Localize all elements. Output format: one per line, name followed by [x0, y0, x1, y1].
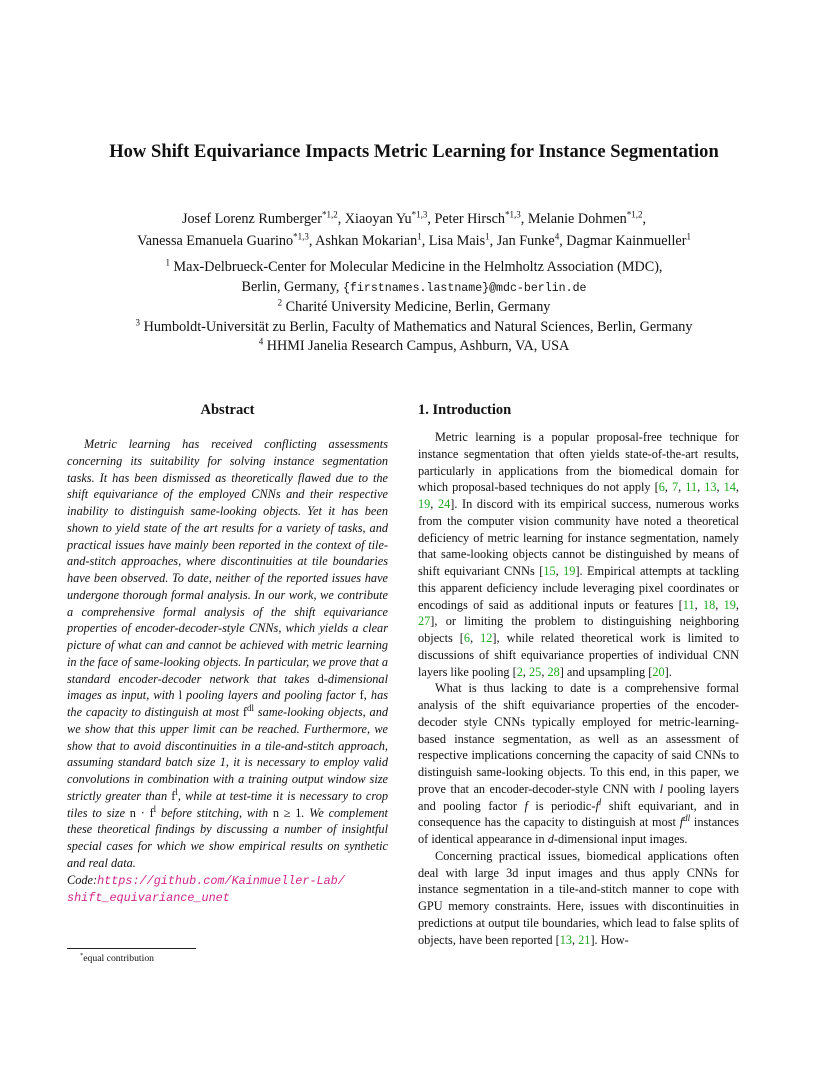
- footnote: *equal contribution: [80, 951, 155, 964]
- paper-title: How Shift Equivariance Impacts Metric Learning for Instance Segmentation: [109, 142, 719, 162]
- affiliation-1-cont: Berlin, Germany, {firstnames.lastname}@mdc-berlin.de: [241, 278, 587, 295]
- author: Ashkan Mokarian$^1$: [315, 231, 422, 249]
- footnote-divider: [67, 948, 196, 949]
- author: Lisa Mais$^1$: [428, 231, 490, 249]
- right-column: [418, 402, 739, 948]
- author: Vanessa Emanuela Guarino$^{*1,3}$: [137, 231, 309, 249]
- author: Josef Lorenz Rumberger$^{*1,2}$: [181, 209, 338, 227]
- author-list: [0, 208, 828, 252]
- email-address: {firstnames.lastname}@mdc-berlin.de: [343, 281, 587, 295]
- author: Melanie Dohmen$^{*1,2}$: [527, 209, 643, 227]
- intro-paragraph-2: What is thus lacking to date is a comprehensive formal analysis of the shift equivariance properties of the encoder-decoder style CNNs typically employed for metric-learning-based instance segmentation, as well as an assessment of respective implications concerning the capacity of said CNNs to distinguish same-looking objects. To this end, in this paper, we prove that an encoder-decoder-style CNN with l pooling layers and pooling factor f is periodic-$f^l$ shift equivariant, and in consequence has the capacity to distinguish at most $f^{dl}$ instances of identical appearance in d-dimensional input images.: [418, 681, 740, 846]
- author-line-1: Josef Lorenz Rumberger$^{*1,2}$, Xiaoyan Yu$^{*1,3}$, Peter Hirsch$^{*1,3}$, Melanie Dohmen$^{*1,2}$,: [181, 209, 647, 227]
- abstract-text: Metric learning has received conflicting assessments concerning its suitability for solving instance segmentation tasks. It has been dismissed as theoretically flawed due to the shift equivariance of the employed CNNs and their respective inability to distinguish same-looking objects. Yet it has been shown to yield state of the art results for a variety of tasks, and practical issues have mainly been reported in the context of tile-and-stitch approaches, where discontinuities at tile boundaries have been observed. To date, neither of the reported issues have undergone thorough formal analysis. In our work, we contribute a comprehensive formal analysis of the shift equivariance properties of encoder-decoder-style CNNs, which yields a clear picture of what can and cannot be achieved with metric learning in the face of same-looking objects. In particular, we prove that a standard encoder-decoder network that takes d-dimensional images as input, with l pooling layers and pooling factor f, has the capacity to distinguish at most $f^{dl}$ same-looking objects, and we show that this upper limit can be reached. Furthermore, we show that to avoid discontinuities in a tile-and-stitch approach, assuming standard batch size 1, it is necessary to employ valid convolutions in combination with a training output window size strictly greater than $f^l$, while at test-time it is necessary to crop tiles to size $n \cdot f^l$ before stitching, with n ≥ 1. We complement these theoretical findings by discussing a number of insightful special cases for which we show empirical results on synthetic and real data.: [67, 437, 389, 870]
- author: Peter Hirsch$^{*1,3}$: [434, 209, 521, 227]
- abstract-heading: Abstract: [200, 402, 255, 418]
- intro-paragraph-3: Concerning practical issues, biomedical applications often deal with large 3d input images and thus apply CNNs for instance segmentation in a tile-and-stitch manner to cope with GPU memory constraints. Here, issues with discontinuities in predictions at output tile boundaries, which lead to false splits of objects, have been reported [13, 21]. How-: [418, 848, 739, 947]
- left-column: [67, 402, 388, 907]
- introduction-heading: 1. Introduction: [418, 402, 512, 418]
- affiliation-2: $^2$ Charité University Medicine, Berlin, Germany: [277, 297, 551, 315]
- affiliation-3: $^3$ Humboldt-Universität zu Berlin, Faculty of Mathematics and Natural Sciences, Berlin, Germany: [135, 316, 693, 335]
- author: Jan Funke$^4$: [496, 231, 560, 249]
- author-line-2: Vanessa Emanuela Guarino$^{*1,3}$, Ashkan Mokarian$^1$, Lisa Mais$^1$, Jan Funke$^4$, Dagmar Kainmueller$^1$: [137, 231, 691, 249]
- affiliation-1: $^1$ Max-Delbrueck-Center for Molecular Medicine in the Helmholtz Association (MDC),: [165, 257, 663, 275]
- code-link-paragraph: Code:https://github.com/Kainmueller-Lab/ shift_equivariance_unet: [67, 872, 345, 906]
- author: Dagmar Kainmueller$^1$: [566, 231, 691, 249]
- code-url-link[interactable]: https://github.com/Kainmueller-Lab/ shift_equivariance_unet: [67, 873, 345, 906]
- affiliations: [0, 258, 828, 357]
- author: Xiaoyan Yu$^{*1,3}$: [344, 209, 428, 227]
- affiliation-4: $^4$ HHMI Janelia Research Campus, Ashburn, VA, USA: [258, 336, 570, 354]
- intro-paragraph-1: Metric learning is a popular proposal-free technique for instance segmentation that often yields state-of-the-art results, particularly in applications from the biomedical domain for which proposal-based techniques do not apply [6, 7, 11, 13, 14, 19, 24]. In discord with its empirical success, numerous works from the computer vision community have noted a theoretical deficiency of metric learning for instance segmentation, namely that same-looking objects cannot be distinguished by means of shift equivariant CNNs [15, 19]. Empirical attempts at tackling this apparent deficiency include leveraging pixel coordinates or encodings of said as additional inputs or features [11, 18, 19, 27], or limiting the problem to distinguishing neighboring objects [6, 12], while related theoretical work is limited to discussions of shift equivariance properties of individual CNN layers like pooling [2, 25, 28] and upsampling [20].: [418, 430, 739, 679]
